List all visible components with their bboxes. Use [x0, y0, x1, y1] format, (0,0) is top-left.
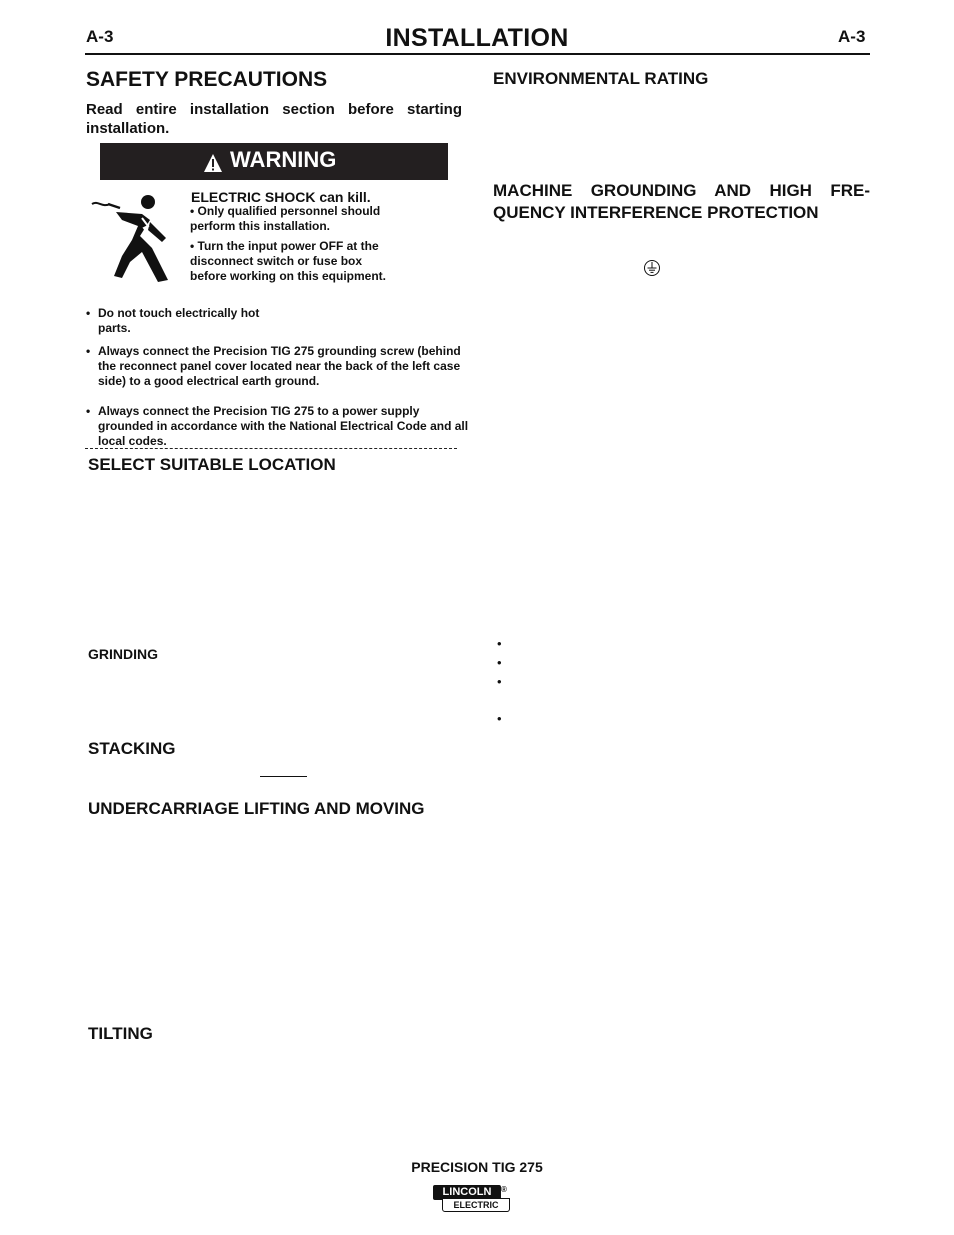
note-bullet: • Do not touch electrically hot parts. [86, 306, 260, 335]
warning-bullet: • Turn the input power OFF at the disconnect switch or fuse box before working on this equipment. [190, 239, 387, 283]
warning-bullet: • Only qualified personnel should perform this installation. [190, 204, 381, 233]
footer-model: PRECISION TIG 275 [411, 1159, 543, 1175]
warning-banner [100, 143, 448, 180]
electric-shock-icon [90, 190, 190, 282]
list-bullet: • [497, 636, 502, 651]
dashed-divider [85, 448, 457, 449]
warning-label: WARNING [230, 147, 337, 172]
page-number-left: A-3 [86, 27, 114, 46]
warning-triangle-icon [203, 153, 223, 173]
safety-precautions-heading: SAFETY PRECAUTIONS [86, 68, 328, 91]
header-rule [85, 53, 870, 55]
stacking-heading: STACKING [88, 739, 176, 758]
list-bullet: • [497, 711, 502, 726]
undercarriage-heading: UNDERCARRIAGE LIFTING AND MOVING [88, 799, 425, 818]
grinding-heading: GRINDING [88, 646, 158, 662]
intro-text: Read entire installation section before starting installation. [86, 101, 462, 137]
shock-headline: ELECTRIC SHOCK can kill. [191, 189, 371, 205]
page-title: INSTALLATION [385, 24, 569, 52]
list-bullet: • [497, 655, 502, 670]
page-number-right: A-3 [838, 27, 866, 46]
earth-ground-icon [643, 259, 661, 277]
underline-mark [260, 776, 307, 777]
environmental-rating-heading: ENVIRONMENTAL RATING [493, 69, 709, 88]
select-location-heading: SELECT SUITABLE LOCATION [88, 455, 336, 474]
list-bullet: • [497, 674, 502, 689]
lincoln-electric-logo: LINCOLN ELECTRIC ® [433, 1185, 511, 1213]
tilting-heading: TILTING [88, 1024, 153, 1043]
machine-grounding-heading: MACHINE GROUNDING AND HIGH FRE-QUENCY INTERFERENCE PROTECTION [493, 181, 870, 222]
note-bullet: • Always connect the Precision TIG 275 grounding screw (behind the reconnect panel cover located near the back of the left case side) to a good electrical earth ground. [86, 344, 461, 388]
note-bullet: • Always connect the Precision TIG 275 to a power supply grounded in accordance with the National Electrical Code and all local codes. [86, 404, 469, 448]
